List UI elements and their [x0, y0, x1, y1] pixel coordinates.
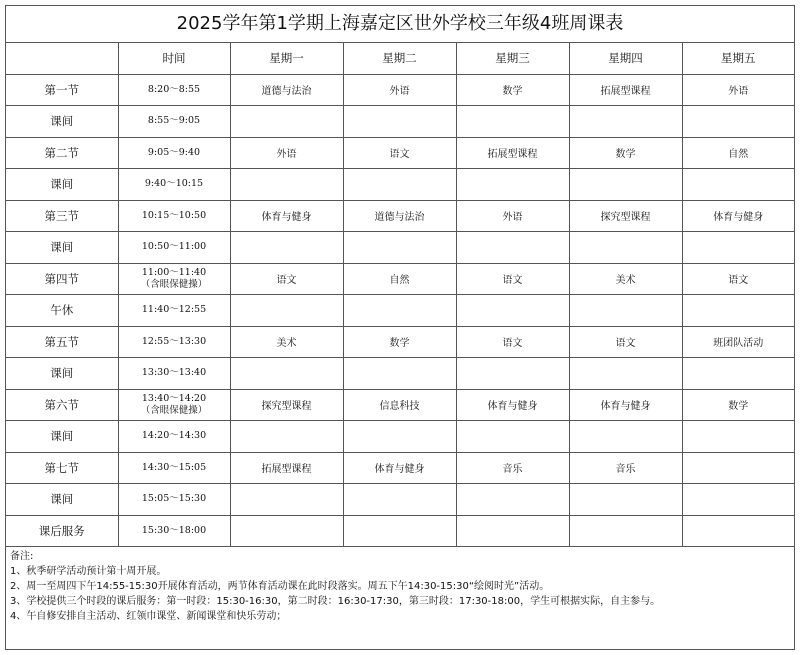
period-time: 10:50～11:00 — [141, 241, 207, 253]
period-row — [6, 74, 794, 106]
subject-cell: 音乐 — [456, 452, 569, 484]
timetable-title: 2025学年第1学期上海嘉定区世外学校三年级4班周课表 — [6, 6, 794, 43]
subject-cell: 语文 — [569, 326, 682, 358]
subject-cell: 语文 — [456, 263, 569, 295]
subject-cell — [230, 484, 343, 516]
subject-cell: 自然 — [682, 137, 794, 169]
notes-line: 4、午自修安排自主活动、红领巾课堂、新闻课堂和快乐劳动； — [10, 611, 287, 622]
period-time: 13:30～13:40 — [141, 367, 207, 379]
period-row — [6, 200, 794, 232]
subject-cell: 信息科技 — [343, 389, 456, 421]
subject-cell — [682, 106, 794, 138]
subject-cell — [456, 421, 569, 453]
period-label: 第五节 — [6, 326, 118, 358]
period-time-cell — [118, 389, 230, 421]
subject-cell: 外语 — [230, 137, 343, 169]
notes-line: 3、学校提供三个时段的课后服务：第一时段：15:30-16:30，第二时段：16:30-17:30，第三时段：17:30-18:00，学生可根据实际，自主参与。 — [10, 596, 661, 607]
subject-cell — [682, 484, 794, 516]
subject-cell: 外语 — [343, 74, 456, 106]
subject-cell — [569, 106, 682, 138]
period-time: 15:30～18:00 — [141, 524, 207, 536]
subject-cell — [456, 484, 569, 516]
subject-cell: 美术 — [230, 326, 343, 358]
subject-cell: 数学 — [682, 389, 794, 421]
period-time-cell — [118, 200, 230, 232]
period-time-cell — [118, 106, 230, 138]
subject-cell — [569, 169, 682, 201]
subject-cell — [230, 232, 343, 264]
subject-cell: 外语 — [456, 200, 569, 232]
period-time-cell — [118, 421, 230, 453]
period-row — [6, 326, 794, 358]
period-row — [6, 295, 794, 327]
header-day-fri: 星期五 — [682, 43, 794, 74]
subject-cell — [682, 452, 794, 484]
period-label: 第四节 — [6, 263, 118, 295]
period-time-cell — [118, 169, 230, 201]
subject-cell: 拓展型课程 — [569, 74, 682, 106]
subject-cell — [343, 232, 456, 264]
subject-cell — [456, 106, 569, 138]
period-label: 课间 — [6, 484, 118, 516]
period-row — [6, 389, 794, 421]
period-time: 8:55～9:05 — [147, 115, 201, 127]
period-time-cell — [118, 326, 230, 358]
subject-cell — [682, 421, 794, 453]
header-day-tue: 星期二 — [343, 43, 456, 74]
period-row — [6, 452, 794, 484]
subject-cell: 数学 — [569, 137, 682, 169]
subject-cell — [456, 169, 569, 201]
period-time: 8:20～8:55 — [147, 83, 201, 95]
subject-cell — [682, 169, 794, 201]
subject-cell: 拓展型课程 — [456, 137, 569, 169]
notes-line: 1、秋季研学活动预计第十周开展。 — [10, 566, 167, 577]
notes-section — [6, 547, 794, 626]
subject-cell: 语文 — [230, 263, 343, 295]
subject-cell: 体育与健身 — [456, 389, 569, 421]
subject-cell: 探究型课程 — [569, 200, 682, 232]
period-time: 14:20～14:30 — [141, 430, 207, 442]
subject-cell — [230, 169, 343, 201]
subject-cell — [682, 515, 794, 547]
timetable-sheet — [5, 5, 795, 650]
subject-cell — [569, 295, 682, 327]
header-time: 时间 — [118, 43, 230, 74]
subject-cell — [343, 295, 456, 327]
period-time: 14:30～15:05 — [141, 461, 207, 473]
subject-cell: 数学 — [343, 326, 456, 358]
subject-cell: 体育与健身 — [682, 200, 794, 232]
subject-cell — [230, 421, 343, 453]
notes-line: 2、周一至周四下午14:55-15:30开展体育活动，两节体育活动课在此时段落实。周五下午14:30-15:30“绘阅时光”活动。 — [10, 581, 550, 592]
period-label: 课间 — [6, 358, 118, 390]
period-time-cell — [118, 452, 230, 484]
period-time-note: （含眼保健操） — [140, 278, 208, 290]
subject-cell — [230, 515, 343, 547]
subject-cell: 音乐 — [569, 452, 682, 484]
subject-cell: 语文 — [343, 137, 456, 169]
subject-cell — [343, 106, 456, 138]
subject-cell: 拓展型课程 — [230, 452, 343, 484]
period-label: 午休 — [6, 295, 118, 327]
subject-cell — [343, 421, 456, 453]
subject-cell — [569, 358, 682, 390]
subject-cell: 道德与法治 — [343, 200, 456, 232]
subject-cell: 数学 — [456, 74, 569, 106]
subject-cell — [230, 106, 343, 138]
period-label: 第三节 — [6, 200, 118, 232]
period-row — [6, 515, 794, 547]
period-time-cell — [118, 484, 230, 516]
period-label: 课间 — [6, 106, 118, 138]
subject-cell: 体育与健身 — [343, 452, 456, 484]
period-time-cell — [118, 295, 230, 327]
period-label: 第二节 — [6, 137, 118, 169]
subject-cell: 体育与健身 — [569, 389, 682, 421]
subject-cell: 自然 — [343, 263, 456, 295]
subject-cell — [569, 484, 682, 516]
period-time-cell — [118, 515, 230, 547]
subject-cell — [682, 358, 794, 390]
period-row — [6, 106, 794, 138]
period-row — [6, 263, 794, 295]
subject-cell — [456, 295, 569, 327]
period-row — [6, 421, 794, 453]
subject-cell — [343, 169, 456, 201]
period-time-cell — [118, 74, 230, 106]
period-time: 9:05～9:40 — [147, 146, 201, 158]
period-time-cell — [118, 232, 230, 264]
subject-cell: 语文 — [456, 326, 569, 358]
subject-cell — [456, 358, 569, 390]
period-label: 课间 — [6, 169, 118, 201]
period-row — [6, 169, 794, 201]
subject-cell: 美术 — [569, 263, 682, 295]
subject-cell — [569, 232, 682, 264]
notes-heading: 备注: — [10, 551, 34, 562]
period-label: 课间 — [6, 421, 118, 453]
period-row — [6, 232, 794, 264]
period-time-cell — [118, 358, 230, 390]
subject-cell — [569, 515, 682, 547]
subject-cell — [456, 515, 569, 547]
period-row — [6, 137, 794, 169]
period-time: 13:40～14:20 — [141, 392, 207, 404]
period-time-cell — [118, 137, 230, 169]
period-time-note: （含眼保健操） — [140, 404, 208, 416]
period-time: 11:40～12:55 — [141, 304, 207, 316]
period-label: 课间 — [6, 232, 118, 264]
subject-cell — [682, 232, 794, 264]
period-time: 15:05～15:30 — [141, 493, 207, 505]
subject-cell: 体育与健身 — [230, 200, 343, 232]
subject-cell — [343, 515, 456, 547]
header-day-mon: 星期一 — [230, 43, 343, 74]
period-time: 12:55～13:30 — [141, 335, 207, 347]
subject-cell — [343, 358, 456, 390]
period-time: 10:15～10:50 — [141, 209, 207, 221]
period-label: 第七节 — [6, 452, 118, 484]
period-row — [6, 358, 794, 390]
header-corner-cell — [6, 43, 118, 74]
period-time-cell — [118, 263, 230, 295]
subject-cell — [230, 295, 343, 327]
subject-cell: 道德与法治 — [230, 74, 343, 106]
subject-cell: 语文 — [682, 263, 794, 295]
period-label: 课后服务 — [6, 515, 118, 547]
header-day-thu: 星期四 — [569, 43, 682, 74]
subject-cell — [682, 295, 794, 327]
subject-cell — [230, 358, 343, 390]
header-row — [6, 43, 794, 74]
timetable-grid — [6, 43, 794, 547]
subject-cell: 探究型课程 — [230, 389, 343, 421]
subject-cell: 班团队活动 — [682, 326, 794, 358]
subject-cell — [343, 484, 456, 516]
period-time: 11:00～11:40 — [141, 266, 207, 278]
period-row — [6, 484, 794, 516]
period-time: 9:40～10:15 — [144, 178, 204, 190]
subject-cell — [569, 421, 682, 453]
period-label: 第六节 — [6, 389, 118, 421]
header-day-wed: 星期三 — [456, 43, 569, 74]
subject-cell — [456, 232, 569, 264]
period-label: 第一节 — [6, 74, 118, 106]
subject-cell: 外语 — [682, 74, 794, 106]
